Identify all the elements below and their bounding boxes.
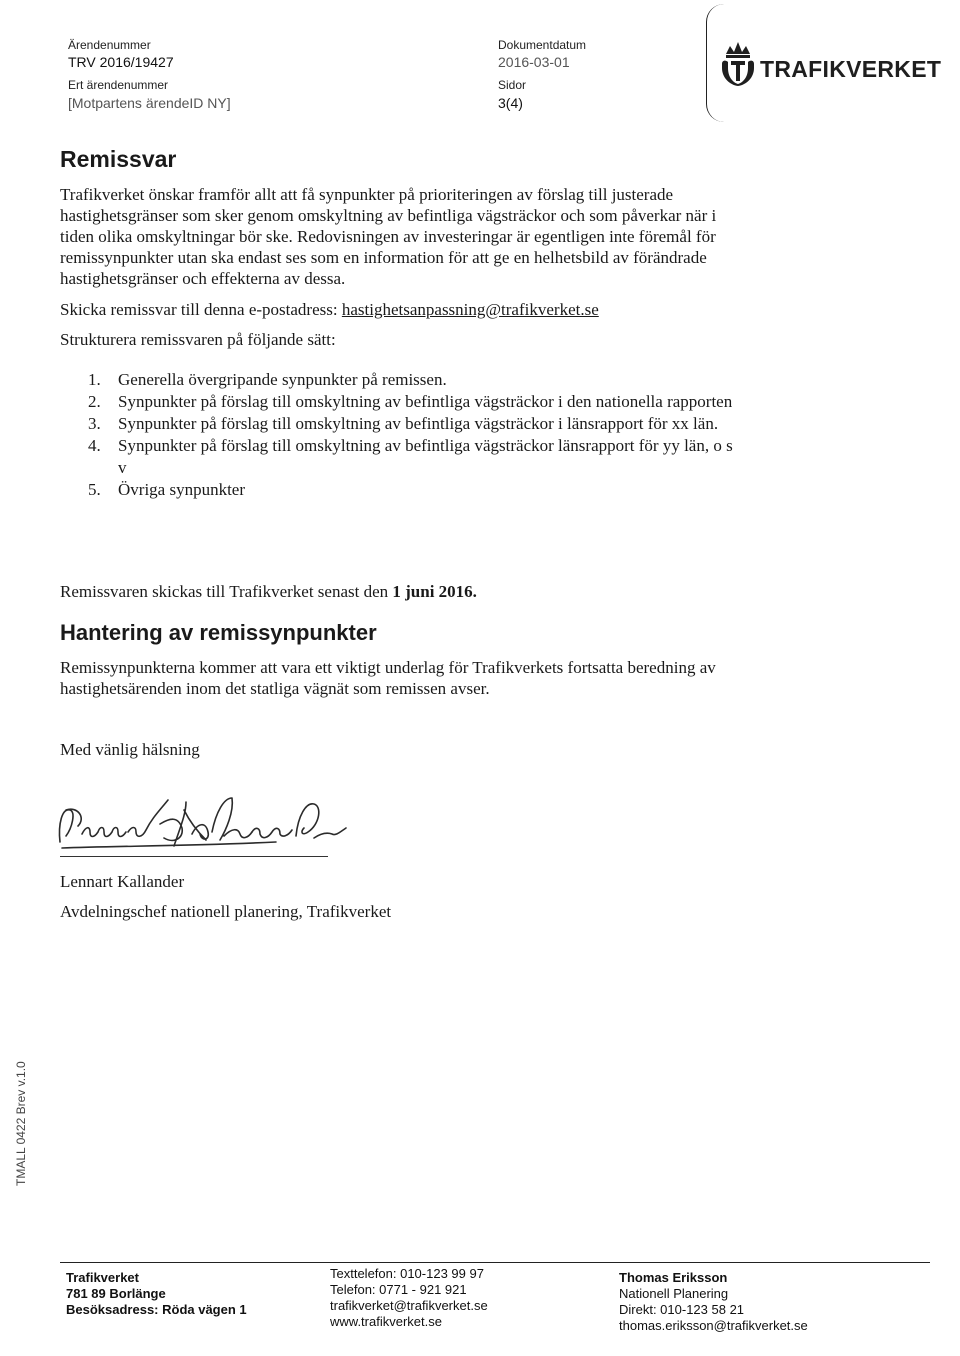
brand-name: TRAFIKVERKET bbox=[760, 56, 942, 82]
deadline-sentence bbox=[60, 581, 780, 602]
list-item bbox=[60, 391, 740, 413]
case-number-value: TRV 2016/19427 bbox=[68, 54, 174, 70]
structure-intro: Strukturera remissvaren på följande sätt: bbox=[60, 330, 336, 349]
case-number-label: Ärendenummer bbox=[68, 38, 151, 52]
list-item-number: 3. bbox=[88, 414, 101, 433]
signer-role: Avdelningschef nationell planering, Trafikverket bbox=[60, 902, 392, 921]
crown-logo-icon bbox=[718, 40, 758, 86]
intro-paragraph: Trafikverket önskar framför allt att få synpunkter på prioriteringen av förslag till justerade hastighetsgränser som sker genom omskyltning av befintliga vägsträckor och som påverkar när i tiden olika omskyltningar bör ske. Redovisningen av investeringar är egentligen inte föremål för remissynpunkter utan ska endast ses som en information för att ge en helhetsbild av förändrade hastighetsgränser och effekterna av dessa. bbox=[60, 185, 717, 288]
footer-contact-person bbox=[619, 1270, 808, 1334]
list-item-text: Övriga synpunkter bbox=[118, 480, 246, 499]
signature-line bbox=[60, 856, 328, 857]
list-item bbox=[60, 413, 740, 435]
footer-web[interactable]: www.trafikverket.se bbox=[330, 1314, 442, 1329]
document-date-value: 2016-03-01 bbox=[498, 54, 570, 70]
your-case-number-label: Ert ärendenummer bbox=[68, 78, 169, 92]
list-item bbox=[60, 435, 740, 479]
footer-telefon: Telefon: 0771 - 921 921 bbox=[330, 1282, 467, 1297]
list-item-number: 4. bbox=[88, 436, 101, 455]
signer-name: Lennart Kallander bbox=[60, 872, 185, 891]
handwritten-signature bbox=[56, 788, 356, 862]
list-item-text: Synpunkter på förslag till omskyltning av befintliga vägsträckor länsrapport för yy län, o s v bbox=[118, 436, 733, 477]
greeting: Med vänlig hälsning bbox=[60, 740, 200, 759]
pages-label: Sidor bbox=[498, 78, 527, 92]
list-item-text: Synpunkter på förslag till omskyltning av befintliga vägsträckor i den nationella rapporten bbox=[118, 392, 733, 411]
footer-email[interactable]: trafikverket@trafikverket.se bbox=[330, 1298, 488, 1313]
footer-contact-org bbox=[330, 1266, 488, 1330]
list-item-text: Synpunkter på förslag till omskyltning av befintliga vägsträckor i länsrapport för xx län. bbox=[118, 414, 719, 433]
footer-contact-name: Thomas Eriksson bbox=[619, 1270, 728, 1285]
deadline-date: 1 juni 2016. bbox=[392, 582, 477, 601]
your-case-number-value: [Motpartens ärendeID NY] bbox=[68, 95, 231, 111]
template-version-note: TMALL 0422 Brev v.1.0 bbox=[14, 1061, 28, 1186]
list-item-number: 1. bbox=[88, 370, 101, 389]
list-item bbox=[60, 369, 740, 391]
list-item-number: 2. bbox=[88, 392, 101, 411]
list-item-number: 5. bbox=[88, 480, 101, 499]
footer-contact-phone: Direkt: 010-123 58 21 bbox=[619, 1302, 745, 1317]
footer-texttelefon: Texttelefon: 010-123 99 97 bbox=[330, 1266, 484, 1281]
footer-org bbox=[66, 1270, 247, 1318]
section-title-hantering: Hantering av remissynpunkter bbox=[60, 620, 377, 645]
pages-value: 3(4) bbox=[498, 95, 523, 111]
footer-contact-email[interactable]: thomas.eriksson@trafikverket.se bbox=[619, 1318, 808, 1333]
footer-org-address: Besöksadress: Röda vägen 1 bbox=[66, 1302, 247, 1317]
footer-org-name: Trafikverket bbox=[66, 1270, 139, 1285]
email-instruction bbox=[60, 299, 780, 320]
footer-contact-unit: Nationell Planering bbox=[619, 1286, 729, 1301]
section-title-remissvar: Remissvar bbox=[60, 146, 177, 172]
list-item-text: Generella övergripande synpunkter på remissen. bbox=[118, 370, 447, 389]
deadline-text: Remissvaren skickas till Trafikverket senast den bbox=[60, 582, 393, 601]
footer-org-postal: 781 89 Borlänge bbox=[66, 1286, 166, 1301]
remiss-structure-list bbox=[60, 369, 740, 501]
footer-divider bbox=[60, 1262, 930, 1263]
hantering-paragraph: Remissynpunkterna kommer att vara ett viktigt underlag för Trafikverkets fortsatta beredning av hastighetsärenden inom det statliga vägnät som remissen avser. bbox=[60, 658, 716, 698]
document-date-label: Dokumentdatum bbox=[498, 38, 587, 52]
list-item bbox=[60, 479, 740, 501]
email-link[interactable]: hastighetsanpassning@trafikverket.se bbox=[341, 300, 599, 319]
email-instruction-text: Skicka remissvar till denna e-postadress: bbox=[60, 300, 342, 319]
